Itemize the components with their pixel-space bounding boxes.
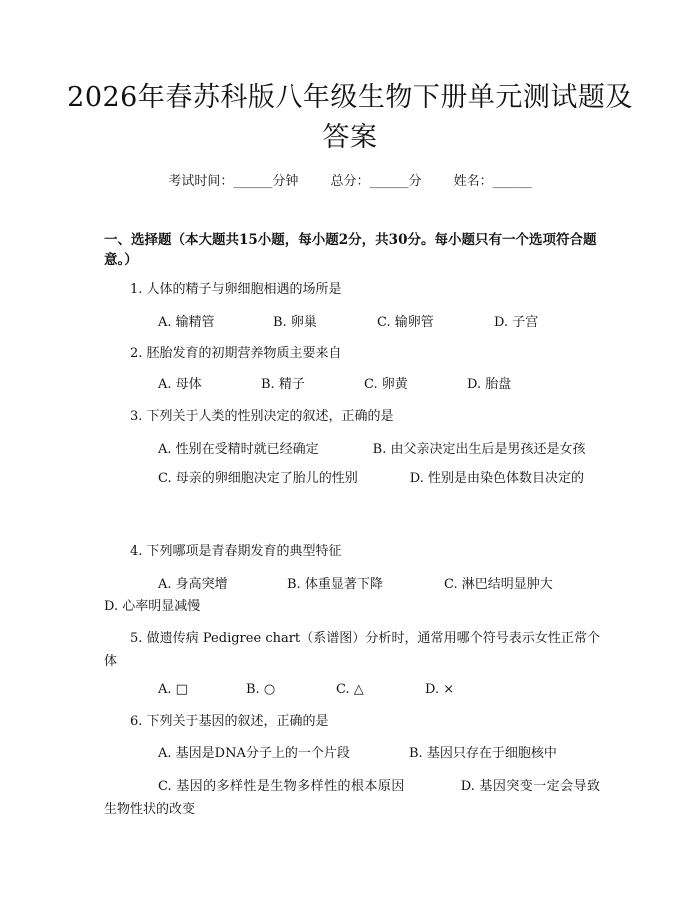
option-d: D. 基因突变一定会导致生物性状的改变 [104,779,600,817]
question-stem: 2. 胚胎发育的初期营养物质主要来自 [130,346,342,361]
option-a: A. 基因是DNA分子上的一个片段 [158,746,350,761]
option-b: B. 基因只存在于细胞核中 [409,746,557,761]
option-b: B. 体重显著下降 [287,577,383,592]
option-a: A. 身高突增 [158,577,228,592]
option-d: D. 性别是由染色体数目决定的 [409,471,584,486]
option-d: D. 子宫 [494,315,539,330]
section-heading: 一、选择题（本大题共15小题，每小题2分，共30分。每小题只有一个选项符合题意。） [104,232,597,268]
option-b: B. 由父亲决定出生后是男孩还是女孩 [372,442,586,457]
question-stem: 1. 人体的精子与卵细胞相遇的场所是 [130,282,342,297]
option-c: C. 基因的多样性是生物多样性的根本原因 [158,779,405,794]
option-d: D. × [425,682,455,697]
option-c: C. 淋巴结明显肿大 [444,577,553,592]
question-5 [104,627,600,673]
option-a: A. □ [158,682,188,697]
option-b: B. ○ [246,682,276,697]
question-6 [104,711,604,733]
question-stem: 5. 做遗传病 Pedigree chart（系谱图）分析时，通常用哪个符号表示女性正常个体 [104,631,600,669]
option-line [104,438,600,461]
option-c: C. △ [336,682,364,697]
exam-time: 考试时间：______分钟 [168,174,299,189]
question-4 [104,541,604,563]
question-2 [104,343,604,365]
option-b: B. 卵巢 [273,315,317,330]
question-3 [104,406,604,428]
option-c: C. 母亲的卵细胞决定了胎儿的性别 [158,471,358,486]
option-c: C. 输卵管 [377,315,434,330]
option-line [104,467,600,490]
question-stem: 3. 下列关于人类的性别决定的叙述，正确的是 [130,409,394,424]
exam-meta [0,170,700,189]
question-stem: 6. 下列关于基因的叙述，正确的是 [130,714,329,729]
option-b: B. 精子 [261,377,305,392]
option-c: C. 卵黄 [364,377,408,392]
exam-score: 总分：______分 [330,174,422,189]
question-6-options-wrap [104,775,600,821]
question-1 [104,279,604,301]
option-a: A. 性别在受精时就已经确定 [158,442,319,457]
option-line [104,775,600,821]
option-a: A. 母体 [158,377,202,392]
option-d: D. 心率明显减慢 [104,599,201,614]
page-title: 2026年春苏科版八年级生物下册单元测试题及答案 [67,82,633,153]
question-stem: 4. 下列哪项是青春期发育的典型特征 [130,544,342,559]
option-d: D. 胎盘 [467,377,512,392]
question-3-options [104,438,600,490]
exam-name: 姓名：______ [453,174,532,189]
option-a: A. 输精管 [158,315,215,330]
